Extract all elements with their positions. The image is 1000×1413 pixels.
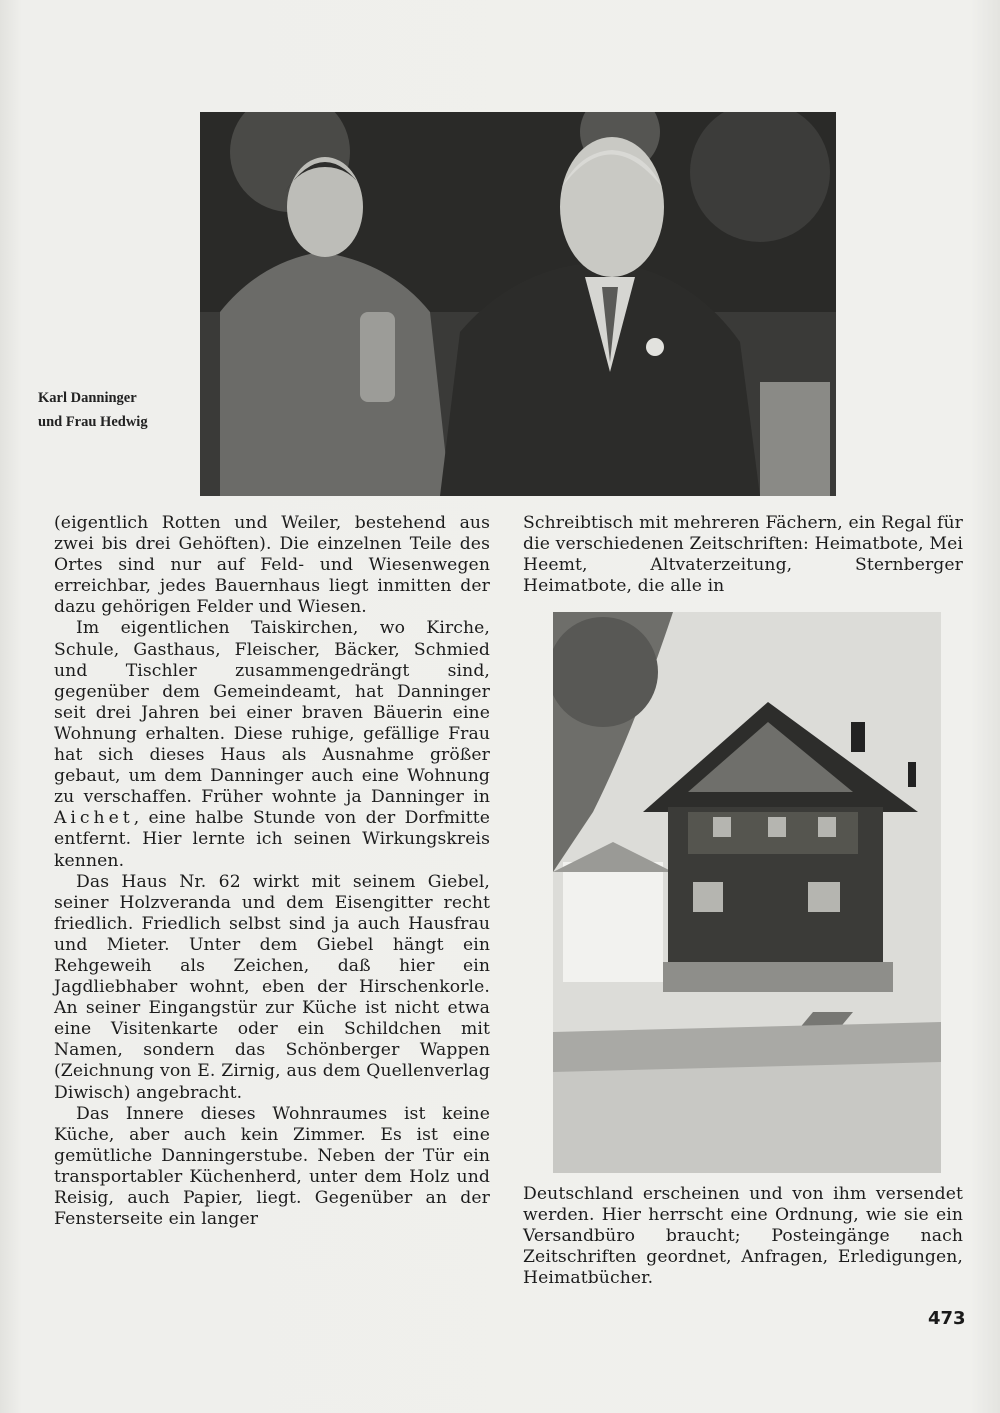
- paragraph-text: , eine halbe Stunde von der Dorfmitte entfernt. Hier lernte ich seinen Wirkungskreis kennen.: [54, 808, 490, 871]
- caption-line-2: und Frau Hedwig: [38, 414, 148, 430]
- photo-caption: [38, 386, 188, 434]
- paragraph-text: Im eigentlichen Taiskirchen, wo Kirche, Schule, Gasthaus, Fleischer, Bäcker, Schmied und Tischler zusammengedrängt sind, gegenüber dem Gemeindeamt, hat Danninger seit drei Jahren bei einer braven Bäuerin eine Wohnung erhalten. Diese ruhige, gefällige Frau hat sich dieses Haus als Ausnahme größer gebaut, um dem Danninger auch eine Wohnung zu verschaffen. Früher wohnte ja Danninger in: [54, 618, 490, 808]
- house-photo: [553, 612, 941, 1173]
- paragraph: Das Haus Nr. 62 wirkt mit seinem Giebel, seiner Holzveranda und dem Eisengitter recht friedlich. Friedlich selbst sind ja auch Hausfrau und Mieter. Unter dem Giebel hängt ein Rehgeweih als Zeichen, daß hier ein Jagdliebhaber wohnt, eben der Hirschenkorle. An seiner Eingangstür zur Küche ist nicht etwa eine Visitenkarte oder ein Schildchen mit Namen, sondern das Schönberger Wappen (Zeichnung von E. Zirnig, aus dem Quellenverlag Diwisch) angebracht.: [54, 871, 490, 1103]
- paragraph: Deutschland erscheinen und von ihm versendet werden. Hier herrscht eine Ordnung, wie sie ein Versandbüro braucht; Posteingänge nach Zeitschriften geordnet, Anfragen, Erledigungen, Heimatbücher.: [523, 1184, 963, 1289]
- right-text-top: [523, 513, 963, 597]
- paragraph: Schreibtisch mit mehreren Fächern, ein Regal für die verschiedenen Zeitschriften: Heimatbote, Mei Heemt, Altvaterzeitung, Sternberger Heimatbote, die alle in: [523, 513, 963, 597]
- left-text-column: [54, 513, 490, 1230]
- place-name: Aichet: [54, 808, 134, 829]
- right-text-bottom: [523, 1184, 963, 1289]
- paragraph: [54, 618, 490, 871]
- paragraph: (eigentlich Rotten und Weiler, bestehend aus zwei bis drei Gehöften). Die einzelnen Teile des Ortes sind nur auf Feld- und Wiesenwegen erreichbar, jedes Bauernhaus liegt inmitten der dazu gehörigen Felder und Wiesen.: [54, 513, 490, 618]
- paragraph: Das Innere dieses Wohnraumes ist keine Küche, aber auch kein Zimmer. Es ist eine gemütliche Danningerstube. Neben der Tür ein transportabler Küchenherd, unter dem Holz und Reisig, auch Papier, liegt. Gegenüber an der Fensterseite ein langer: [54, 1103, 490, 1230]
- portrait-photo: [200, 112, 836, 496]
- caption-line-1: Karl Danninger: [38, 390, 137, 406]
- page-number: 473: [928, 1308, 966, 1329]
